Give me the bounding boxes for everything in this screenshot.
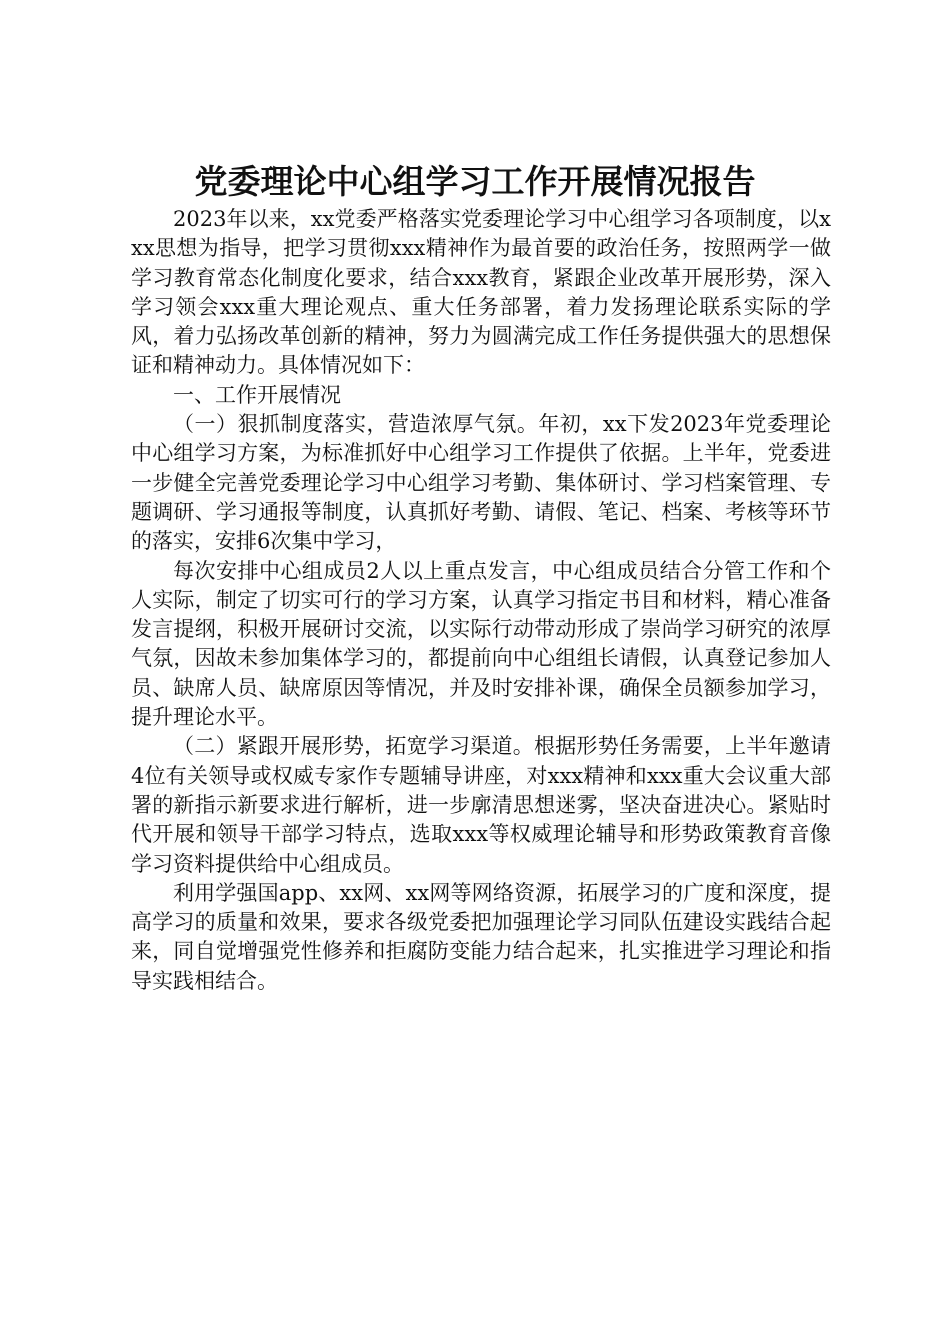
paragraph-item-2: （二）紧跟开展形势，拓宽学习渠道。根据形势任务需要，上半年邀请4位有关领导或权威专家作专题辅导讲座，对xxx精神和xxx重大会议重大部署的新指示新要求进行解析，进一步廓清思想迷雾，坚决奋进决心。紧贴时代开展和领导干部学习特点，选取xxx等权威理论辅导和形势政策教育音像学习资料提供给中心组成员。	[131, 734, 831, 876]
document-title: 党委理论中心组学习工作开展情况报告	[194, 162, 756, 201]
section-heading: 一、工作开展情况	[173, 382, 341, 407]
paragraph-item-1: （一）狠抓制度落实，营造浓厚气氛。年初，xx下发2023年党委理论中心组学习方案，为标准抓好中心组学习工作提供了依据。上半年，党委进一步健全完善党委理论学习中心组学习考勤、集体研讨、学习档案管理、专题调研、学习通报等制度，认真抓好考勤、请假、笔记、档案、考核等环节的落实，安排6次集中学习，	[131, 412, 831, 554]
document-body	[131, 205, 831, 996]
paragraph-intro: 2023年以来，xx党委严格落实党委理论学习中心组学习各项制度，以xxx思想为指导，把学习贯彻xxx精神作为最首要的政治任务，按照两学一做学习教育常态化制度化要求，结合xxx教育，紧跟企业改革开展形势，深入学习领会xxx重大理论观点、重大任务部署，着力发扬理论联系实际的学风，着力弘扬改革创新的精神，努力为圆满完成工作任务提供强大的思想保证和精神动力。具体情况如下：	[131, 207, 831, 378]
paragraph-item-1-cont: 每次安排中心组成员2人以上重点发言，中心组成员结合分管工作和个人实际，制定了切实可行的学习方案，认真学习指定书目和材料，精心准备发言提纲，积极开展研讨交流，以实际行动带动形成了崇尚学习研究的浓厚气氛，因故未参加集体学习的，都提前向中心组组长请假，认真登记参加人员、缺席人员、缺席原因等情况，并及时安排补课，确保全员额参加学习，提升理论水平。	[131, 558, 831, 730]
paragraph-item-2-cont: 利用学强国app、xx网、xx网等网络资源，拓展学习的广度和深度，提高学习的质量和效果，要求各级党委把加强理论学习同队伍建设实践结合起来，同自觉增强党性修养和拒腐防变能力结合起来，扎实推进学习理论和指导实践相结合。	[131, 880, 831, 993]
